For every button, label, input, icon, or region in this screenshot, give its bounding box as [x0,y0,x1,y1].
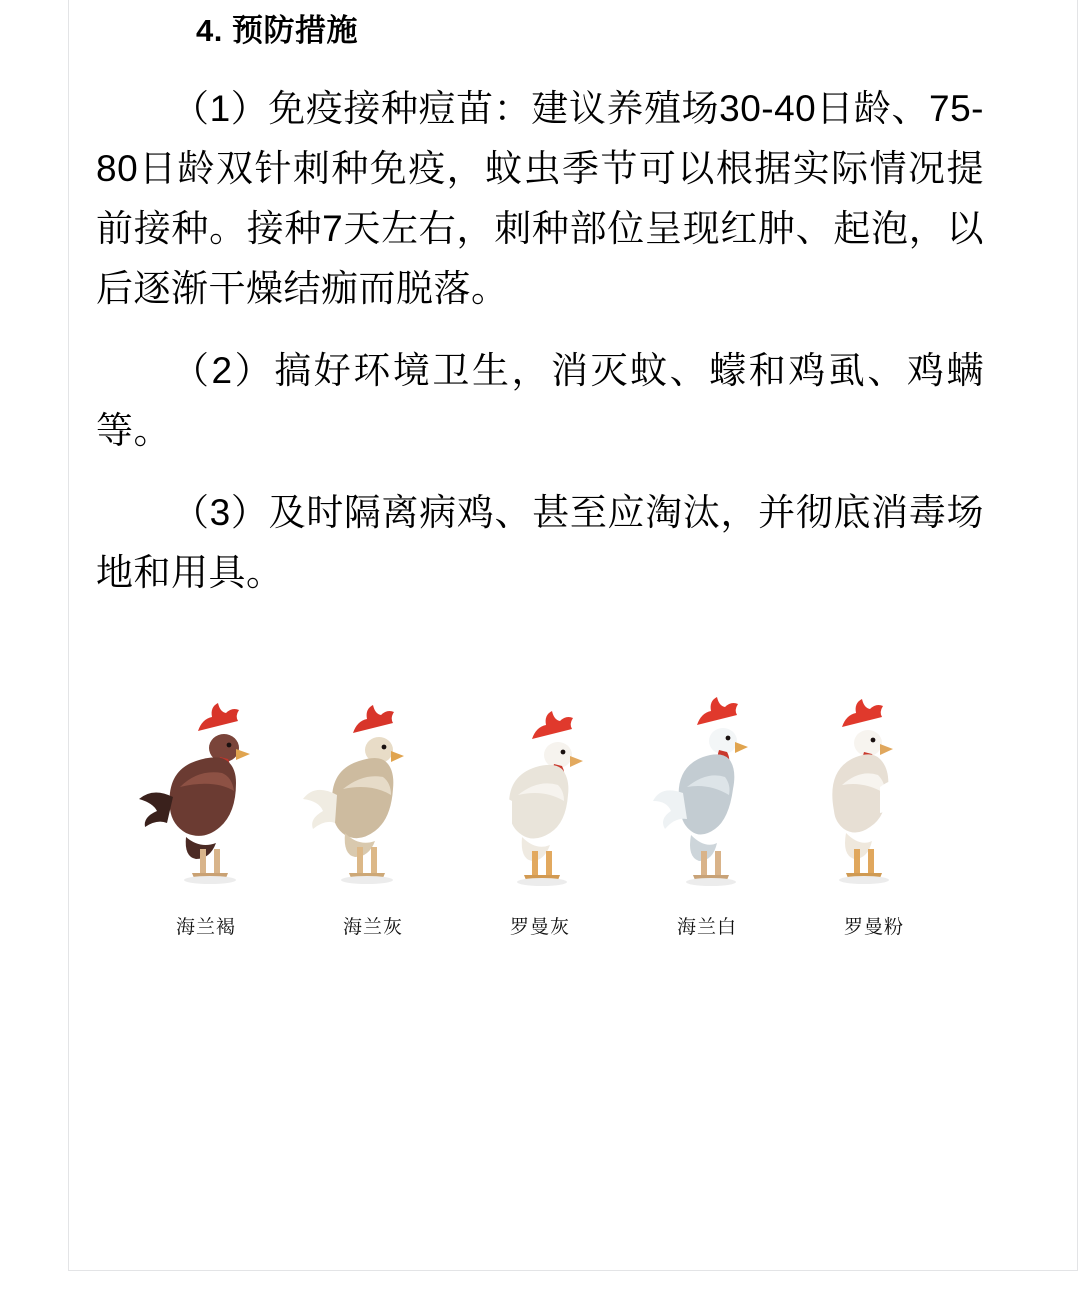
breed-item [794,691,954,939]
breed-label: 海兰白 [676,916,737,938]
chicken-icon [460,691,620,906]
chicken-icon [126,691,286,906]
paragraph-3: （3）及时隔离病鸡、甚至应淘汰，并彻底消毒场地和用具。 [96,491,984,593]
breed-item [627,691,787,939]
breed-item [293,691,453,939]
breed-item [460,691,620,939]
breed-label: 罗曼灰 [509,916,570,938]
breed-label: 海兰褐 [175,916,236,938]
page-title: 4. 预防措施 [196,13,358,48]
chicken-breeds-figure [96,691,984,939]
breed-label: 罗曼粉 [843,916,904,938]
chicken-icon [293,691,453,906]
breed-item [126,691,286,939]
paragraph-2: （2）搞好环境卫生，消灭蚊、蠓和鸡虱、鸡螨等。 [96,349,984,451]
chicken-icon [794,691,954,906]
breed-label: 海兰灰 [342,916,403,938]
chicken-icon [627,691,787,906]
paragraph-1: （1）免疫接种痘苗：建议养殖场30-40日龄、75-80日龄双针刺种免疫，蚊虫季节可以根据实际情况提前接种。接种7天左右，刺种部位呈现红肿、起泡，以后逐渐干燥结痂而脱落。 [96,88,984,309]
